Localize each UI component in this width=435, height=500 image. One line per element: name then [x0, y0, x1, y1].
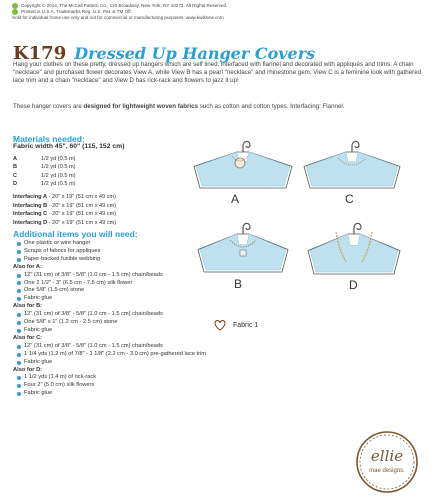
view-a-label: A	[231, 192, 240, 206]
interfacing-value: - 20" x 19" (51 cm x 49 cm)	[47, 211, 117, 218]
additional-item	[13, 390, 206, 398]
additional-item	[13, 240, 206, 248]
additional-item	[13, 256, 206, 264]
materials-heading: Materials needed:	[13, 134, 85, 144]
fabric-view: C	[13, 172, 18, 179]
additional-item-text: One 5/8" x 1" (1.2 cm - 2.5 cm) stone	[24, 319, 118, 326]
additional-item	[13, 311, 206, 319]
additional-item-text: One 5/8" (1.5 cm) stone	[24, 287, 85, 294]
copyright-line-2: Printed in U.S.A. Trademarks Reg. U.S. Pat. & TM Off.	[21, 9, 132, 15]
hanger-view-c-lining	[306, 152, 398, 186]
fabric-row	[13, 180, 76, 188]
view-c-label: C	[345, 192, 354, 206]
additional-items-list	[13, 240, 206, 398]
additional-item-text: Four 2" (5.0 cm) silk flowers	[24, 382, 95, 389]
hanger-view-a-lining	[196, 152, 290, 186]
pattern-name: Dressed Up Hanger Covers	[74, 44, 316, 63]
interfacing-label: Interfacing B	[13, 202, 48, 209]
additional-item	[13, 382, 206, 390]
fabric-legend	[213, 318, 258, 332]
ellie-mae-logo	[355, 430, 419, 494]
recycle-icon	[12, 9, 18, 15]
copyright-line-3: Sold for individual home use only and not for commercial or manufacturing purposes. www.kwiksew.com	[12, 15, 224, 21]
intro-fabric-text	[13, 103, 428, 111]
additional-item-text: 12" (31 cm) of 3/8" - 5/8" (1.0 cm - 1.5 cm) chain/beads	[24, 271, 163, 278]
interfacing-value: - 20" x 19" (51 cm x 49 cm)	[47, 202, 117, 209]
additional-item	[13, 248, 206, 256]
hanger-view-a-cover	[194, 152, 292, 188]
interfacing-label: Interfacing C	[13, 211, 48, 218]
additional-subheading: Also for C:	[13, 334, 43, 341]
view-b-label: B	[234, 277, 243, 291]
fabric-view: D	[13, 180, 18, 187]
bullet-icon	[17, 384, 21, 388]
stone-icon	[240, 250, 246, 256]
fabric-view: A	[13, 156, 18, 162]
interfacing-row	[13, 193, 116, 202]
bullet-icon	[17, 329, 21, 333]
bullet-icon	[17, 281, 21, 285]
bullet-icon	[17, 361, 21, 365]
rick-rack-trim	[336, 232, 346, 262]
bullet-icon	[17, 392, 21, 396]
additional-item	[13, 327, 206, 335]
chain-necklace	[338, 158, 366, 165]
heart-icon	[213, 318, 227, 332]
flower-icon	[235, 158, 245, 168]
interfacing-label: Interfacing D	[13, 219, 48, 226]
bullet-icon	[17, 353, 21, 357]
hanger-view-d-lining	[310, 234, 398, 272]
fabric-width: Fabric width 45", 60" (115, 152 cm)	[13, 143, 125, 150]
bullet-icon	[17, 274, 21, 278]
additional-item-text: Fabric glue	[24, 326, 53, 333]
additional-item	[13, 272, 206, 280]
intro-fabric-pre: These hanger covers are	[13, 103, 84, 110]
fabric-amount: 1/2 yd (0.5 m)	[41, 172, 76, 179]
additional-item-text: Scraps of fabrics for appliques	[24, 247, 101, 254]
bullet-icon	[17, 289, 21, 293]
interfacing-row	[13, 210, 116, 219]
chain-necklace	[232, 156, 248, 161]
additional-item	[13, 295, 206, 303]
hanger-hook-icon	[243, 223, 250, 234]
fabric-amount: 1/2 yd (0.5 m)	[41, 156, 76, 162]
additional-subheading: Also for B:	[13, 303, 43, 310]
fabric-amount: 1/2 yd (0.5 m)	[41, 164, 76, 171]
logo-tagline: mae designs.	[369, 468, 405, 474]
additional-item-text: Paper-backed fusible webbing	[24, 255, 101, 262]
bullet-icon	[17, 258, 21, 262]
intro-fabric-post: such as cotton and cotton types. Interfacing: Flannel.	[198, 103, 345, 110]
additional-item-text: 12" (31 cm) of 3/8" - 5/8" (1.0 cm - 1.5 cm) chain/beads	[24, 311, 163, 318]
additional-item-text: 12" (31 cm) of 3/8" - 5/8" (1.0 cm - 1.5 cm) chain/beads	[24, 342, 163, 349]
bullet-icon	[17, 345, 21, 349]
intro-fabric-bold: designed for lightweight woven fabrics	[83, 103, 198, 110]
hanger-view-c-cover	[304, 152, 400, 188]
additional-item	[13, 319, 206, 327]
copyright-block	[12, 3, 427, 22]
additional-item	[13, 287, 206, 295]
additional-item	[13, 351, 206, 359]
hanger-hook-icon	[354, 223, 361, 234]
additional-item	[13, 359, 206, 367]
hanger-view-b-lining	[200, 234, 286, 270]
logo-wordmark: ellie	[370, 447, 404, 465]
additional-item-text: Fabric glue	[24, 358, 53, 365]
bullet-icon	[17, 250, 21, 254]
interfacing-label: Interfacing A	[13, 194, 47, 200]
additional-subheading: Also for D:	[13, 366, 43, 373]
additional-item-text: 1 1/2 yds (1.4 m) of rick-rack	[24, 374, 97, 381]
additional-item	[13, 280, 206, 288]
fabric-view: B	[13, 164, 18, 171]
hanger-hook-icon	[243, 141, 250, 152]
interfacing-row	[13, 202, 116, 211]
interfacing-value: - 20" x 19" (51 cm x 49 cm)	[47, 219, 117, 226]
hanger-view-d-cover	[308, 234, 400, 274]
hanger-view-b-cover	[198, 234, 288, 272]
bullet-icon	[17, 297, 21, 301]
fabric-row	[13, 172, 76, 180]
bullet-icon	[17, 242, 21, 246]
fabric-row	[13, 163, 76, 171]
intro-text: Hang your clothes on these pretty, dressed up hangers which are self lined, interfaced with flannel and decorated with appliqués and trims. A chain "necklace" and purchased flower decorates View A, while View B has a pearl "necklace" and rhinestone gem. View C is a feminine look with gathered lace trim and a chain "necklace" and View D has rick-rack and flowers to jazz it up!	[13, 61, 422, 85]
fabric-amount: 1/2 yd (0.5 m)	[41, 180, 76, 187]
interfacing-list	[13, 193, 116, 227]
copyright-line-1: Copyright © 2014, The McCall Pattern Co., 120 Broadway, New York, NY 10271. All Rights Reserved.	[21, 3, 228, 8]
additional-item-text: Fabric glue	[24, 390, 53, 397]
interfacing-row	[13, 219, 116, 228]
additional-item-text: One 2 1/2" - 3" (6.5 cm - 7.5 cm) silk flower	[24, 279, 133, 286]
additional-subheading: Also for A:	[13, 263, 42, 270]
fabric-amounts	[13, 155, 76, 188]
interfacing-value: - 20" x 19" (51 cm x 49 cm)	[46, 194, 116, 200]
view-d-label: D	[349, 278, 358, 292]
additional-item	[13, 343, 206, 351]
additional-item-text: Fabric glue	[24, 295, 53, 302]
additional-heading: Additional items you will need:	[13, 229, 138, 239]
fabric-legend-label: Fabric 1	[233, 321, 259, 329]
additional-item-text: 1 1/4 yds (1.2 m) of 7/8" - 1 1/8" (2.2 cm - 3.0 cm) pre-gathered lace trim	[24, 350, 206, 357]
fabric-row	[13, 155, 76, 163]
rick-rack-trim	[362, 232, 372, 262]
bullet-icon	[17, 313, 21, 317]
bullet-icon	[17, 321, 21, 325]
pearl-necklace	[230, 240, 256, 247]
additional-item	[13, 374, 206, 382]
additional-item-text: One plastic or wire hanger	[24, 240, 91, 246]
bullet-icon	[17, 376, 21, 380]
recycle-icon	[12, 3, 18, 9]
pattern-code: K179	[13, 43, 67, 64]
hanger-hook-icon	[352, 141, 359, 152]
